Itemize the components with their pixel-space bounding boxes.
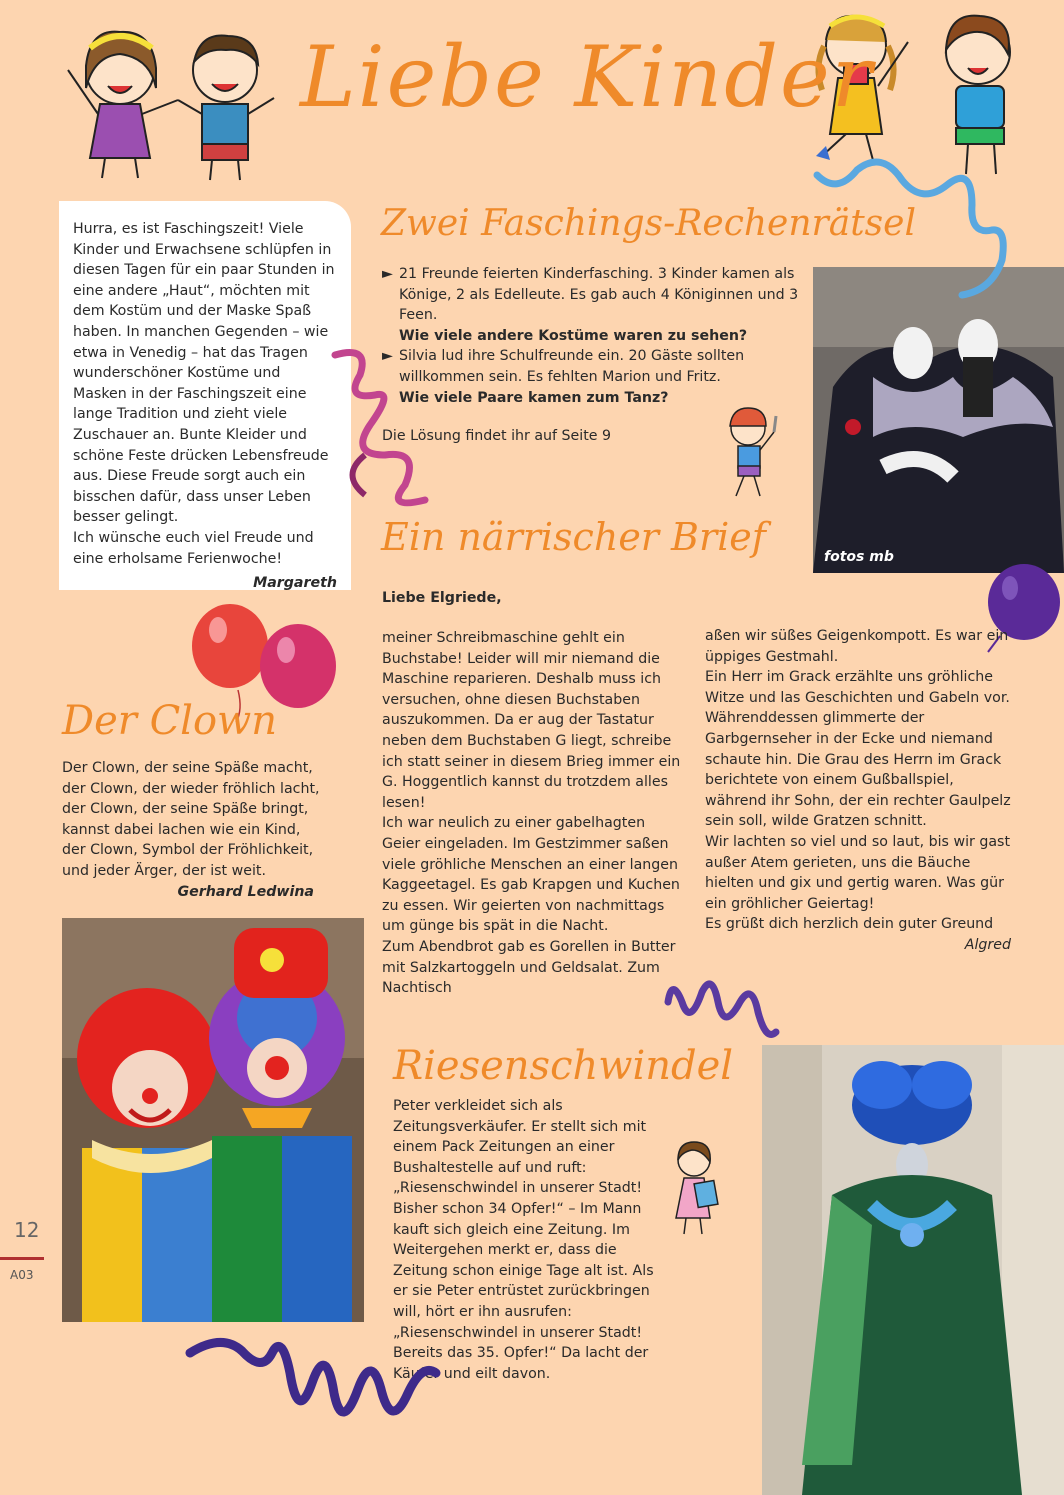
intro-text-2: Ich wünsche euch viel Freude und eine erholsame Ferienwoche! (73, 529, 314, 567)
riddles-title: Zwei Faschings-Rechenrätsel (381, 203, 916, 244)
venice-masks-photo (813, 267, 1064, 573)
bullet-arrow-icon: ► (382, 348, 393, 365)
poem-line: der Clown, der seine Späße bringt, (62, 801, 309, 818)
clowns-photo (62, 918, 364, 1322)
bullet-arrow-icon: ► (382, 266, 393, 282)
poem-line: und jeder Ärger, der ist weit. (62, 862, 266, 879)
letter-signature: Algred (964, 936, 1011, 953)
letter-paragraph: Ein Herr im Grack erzählte uns gröhliche Witze und las Geschichten und Gabeln vor. Währenddessen glimmerte der Garbgernseher in der Ecke und niemand schaute hin. Die Grau des Herrn im Grack berichtete von einem Gußballspiel, während ihr Sohn, der ein rechter Gaulpelz sein soll, wilde Gratzen schnitt. (705, 669, 1011, 830)
purple-streamer-bottom (182, 1333, 442, 1443)
letter-paragraph: aßen wir süßes Geigenkompott. Es war ein üppiges Gestmahl. (705, 628, 1009, 665)
letter-paragraph: Zum Abendbrot gab es Gorellen in Butter mit Salzkartoggeln und Geldsalat. Zum Nachtisch (382, 938, 676, 997)
riddle-text: Silvia lud ihre Schulfreunde ein. 20 Gäste sollten willkommen sein. Es fehlten Marion und Fritz. (399, 348, 745, 385)
letter-salutation: Liebe Elgriede, (382, 590, 502, 606)
letter-paragraph: Ich war neulich zu einer gabelhagten Geier eingeladen. Im Gestzimmer saßen viele gröhliche Menschen an einer langen Kaggeetagel. Es gab Krapgen und Kuchen zu essen. Wir geierten von nachmittags um günge bis spät in die Nacht. (382, 815, 680, 935)
poem-author: Gerhard Ledwina (177, 883, 314, 900)
riddle-text: 21 Freunde feierten Kinderfasching. 3 Kinder kamen als Könige, 2 als Edelleute. Es gab auch 4 Königinnen und 3 Feen. (399, 266, 799, 324)
poem-line: der Clown, Symbol der Fröhlichkeit, (62, 842, 314, 859)
reading-girl-illustration (670, 1138, 725, 1238)
page-divider (0, 1257, 44, 1260)
riddle-question: Wie viele Paare kamen zum Tanz? (399, 389, 669, 406)
letter-title: Ein närrischer Brief (381, 515, 766, 559)
poem-line: kannst dabei lachen wie ein Kind, (62, 821, 301, 838)
riddle-item (382, 346, 812, 408)
riddle-item (382, 264, 812, 346)
clown-poem (62, 758, 322, 902)
page-number: 12 (14, 1218, 40, 1242)
letter-column-2 (705, 626, 1011, 956)
poem-line: der Clown, der wieder fröhlich lacht, (62, 780, 320, 797)
venice-costume-photo (762, 1045, 1064, 1495)
swindle-text: Peter verkleidet sich als Zeitungsverkäufer. Er stellt sich mit einem Pack Zeitungen an einer Bushaltestelle auf und ruft: „Riesenschwindel in unserer Stadt! Bisher schon 34 Opfer!“ – Im Mann kauft sich gleich eine Zeitung. Im Weitergehen merkt er, dass die Zeitung schon einige Tage alt ist. Als er sie Peter entrüstet zurückbringen will, hört er ihn ausrufen: „Riesenschwindel in unserer Stadt! Bereits das 35. Opfer!“ Da lacht der Käufer und eilt davon. (393, 1098, 654, 1382)
letter-paragraph: Wir lachten so viel und so laut, bis wir gast außer Atem gerieten, uns die Bäuche hielten und gix und gertig waren. Was gür ein gröhlicher Geiertag! (705, 833, 1011, 912)
letter-paragraph: meiner Schreibmaschine gehlt ein Buchstabe! Leider will mir niemand die Maschine reparieren. Deshalb muss ich versuchen, ohne diesen Buchstaben auszukommen. Da er aug der Tastatur neben dem Buchstaben G liegt, schreibe ich statt seiner in diesem Brieg immer ein G. Hoggentlich kannst du trotzdem alles lesen! (382, 630, 681, 811)
poem-line: Der Clown, der seine Späße macht, (62, 760, 313, 776)
photo-credit: fotos mb (824, 549, 894, 565)
letter-paragraph: Es grüßt dich herzlich dein guter Greund (705, 916, 994, 933)
letter-column-1 (382, 628, 686, 999)
intro-text: Hurra, es ist Faschingszeit! Viele Kinder und Erwachsene schlüpfen in diesen Tagen für ein paar Stunden in eine andere „Haut“, möchten mit dem Kostüm und der Maske Spaß haben. In manchen Gegenden – wie etwa in Venedig – hat das Tragen wunderschöner Kostüme und Masken in der Faschingszeit eine lange Tradition und zieht viele Zuschauer an. Bunte Kleider und schöne Feste drücken Lebensfreude aus. Diese Freude sorgt auch ein bisschen dafür, dass unser Leben besser gelingt. (73, 221, 335, 526)
intro-box (59, 201, 351, 590)
riddles-solution: Die Lösung findet ihr auf Seite 9 (382, 428, 612, 445)
kids-illustration-left (60, 18, 285, 188)
intro-signature: Margareth (253, 575, 337, 592)
knight-kid-illustration (718, 402, 784, 500)
blue-streamer (812, 150, 1012, 300)
clown-title: Der Clown (62, 698, 278, 744)
page-code: A03 (10, 1268, 34, 1282)
swindle-title: Riesenschwindel (393, 1043, 734, 1089)
page-title: Liebe Kinder (300, 28, 874, 126)
riddle-question: Wie viele andere Kostüme waren zu sehen? (399, 327, 748, 344)
